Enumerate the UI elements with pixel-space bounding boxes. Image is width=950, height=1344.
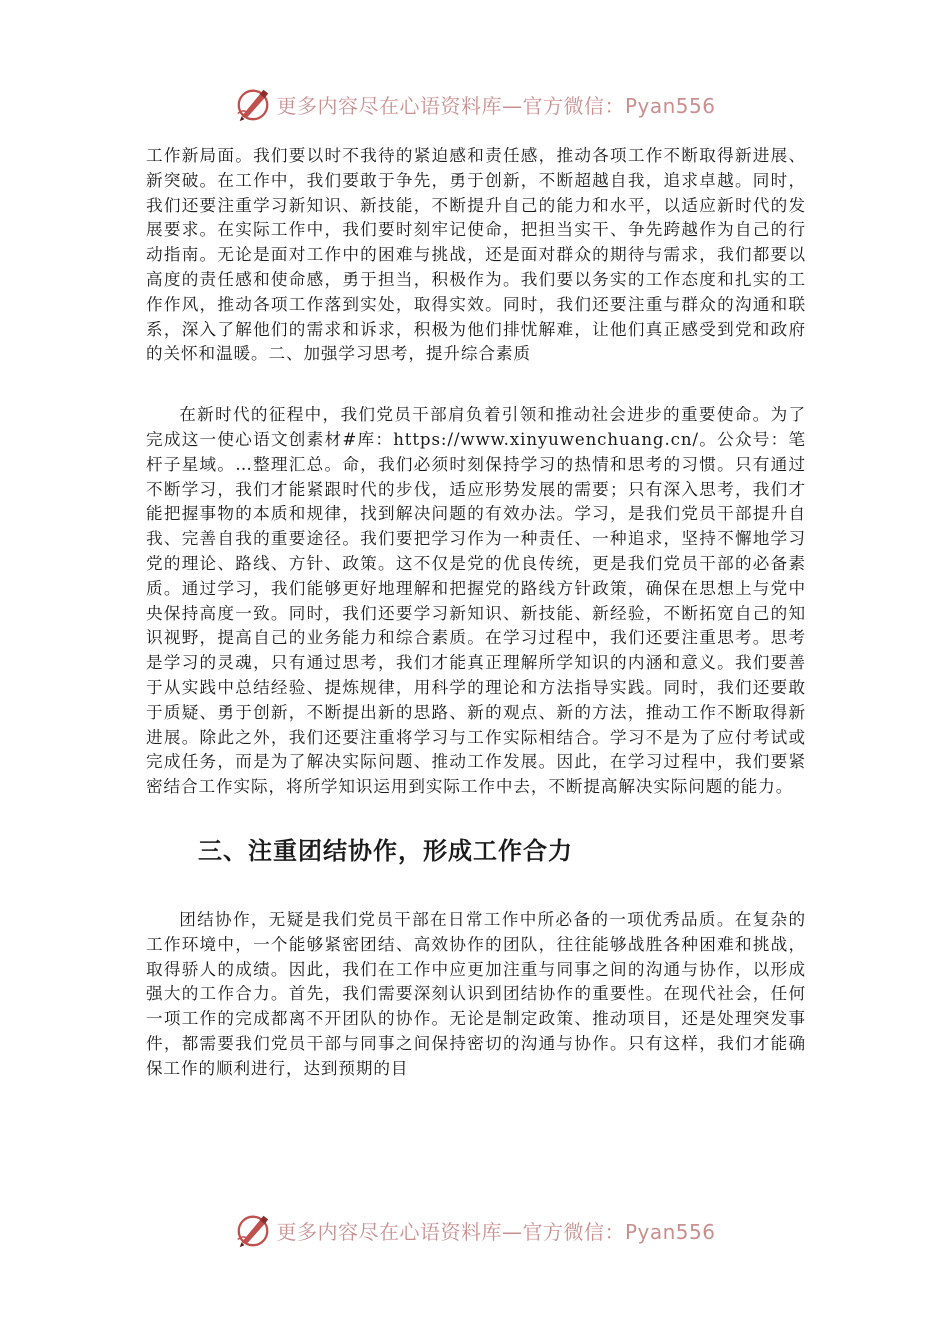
paragraph-2: 在新时代的征程中，我们党员干部肩负着引领和推动社会进步的重要使命。为了完成这一使心语文创素材#库：https://www.xinyuwenchuang.cn/。公众号：笔杆子星域。…整理汇总。命，我们必须时刻保持学习的热情和思考的习惯。只有通过不断学习，我们才能紧跟时代的步伐，适应形势发展的需要；只有深入思考，我们才能把握事物的本质和规律，找到解决问题的有效办法。学习，是我们党员干部提升自我、完善自我的重要途径。我们要把学习作为一种责任、一种追求，坚持不懈地学习党的理论、路线、方针、政策。这不仅是党的优良传统，更是我们党员干部的必备素质。通过学习，我们能够更好地理解和把握党的路线方针政策，确保在思想上与党中央保持高度一致。同时，我们还要学习新知识、新技能、新经验，不断拓宽自己的知识视野，提高自己的业务能力和综合素质。在学习过程中，我们还要注重思考。思考是学习的灵魂，只有通过思考，我们才能真正理解所学知识的内涵和意义。我们要善于从实践中总结经验、提炼规律，用科学的理论和方法指导实践。同时，我们还要敢于质疑、勇于创新，不断提出新的思路、新的观点、新的方法，推动工作不断取得新进展。除此之外，我们还要注重将学习与工作实际相结合。学习不是为了应付考试或完成任务，而是为了解决实际问题、推动工作发展。因此，在学习过程中，我们要紧密结合工作实际，将所学知识运用到实际工作中去，不断提高解决实际问题的能力。 bbox=[146, 405, 806, 797]
document-body bbox=[146, 144, 806, 1082]
header-banner bbox=[0, 82, 950, 126]
footer-banner bbox=[0, 1208, 950, 1252]
header-banner-text: 更多内容尽在心语资料库—官方微信：Pyan556 bbox=[276, 93, 716, 118]
footer-banner-text: 更多内容尽在心语资料库—官方微信：Pyan556 bbox=[276, 1219, 716, 1244]
pen-logo-icon bbox=[234, 1211, 272, 1249]
paragraph-3: 团结协作，无疑是我们党员干部在日常工作中所必备的一项优秀品质。在复杂的工作环境中，一个能够紧密团结、高效协作的团队，往往能够战胜各种困难和挑战，取得骄人的成绩。因此，我们在工作中应更加注重与同事之间的沟通与协作，以形成强大的工作合力。首先，我们需要深刻认识到团结协作的重要性。在现代社会，任何一项工作的完成都离不开团队的协作。无论是制定政策、推动项目，还是处理突发事件，都需要我们党员干部与同事之间保持密切的沟通与协作。只有这样，我们才能确保工作的顺利进行，达到预期的目 bbox=[146, 909, 806, 1078]
pen-logo-icon bbox=[234, 85, 272, 123]
paragraph-1: 工作新局面。我们要以时不我待的紧迫感和责任感，推动各项工作不断取得新进展、新突破。在工作中，我们要敢于争先，勇于创新，不断超越自我，追求卓越。同时，我们还要注重学习新知识、新技能，不断提升自己的能力和水平，以适应新时代的发展要求。在实际工作中，我们要时刻牢记使命，把担当实干、争先跨越作为自己的行动指南。无论是面对工作中的困难与挑战，还是面对群众的期待与需求，我们都要以高度的责任感和使命感，勇于担当，积极作为。我们要以务实的工作态度和扎实的工作作风，推动各项工作落到实处，取得实效。同时，我们还要注重与群众的沟通和联系，深入了解他们的需求和诉求，积极为他们排忧解难，让他们真正感受到党和政府的关怀和温暖。二、加强学习思考，提升综合素质 bbox=[146, 146, 806, 364]
section-heading-3: 三、注重团结协作，形成工作合力 bbox=[198, 836, 573, 865]
